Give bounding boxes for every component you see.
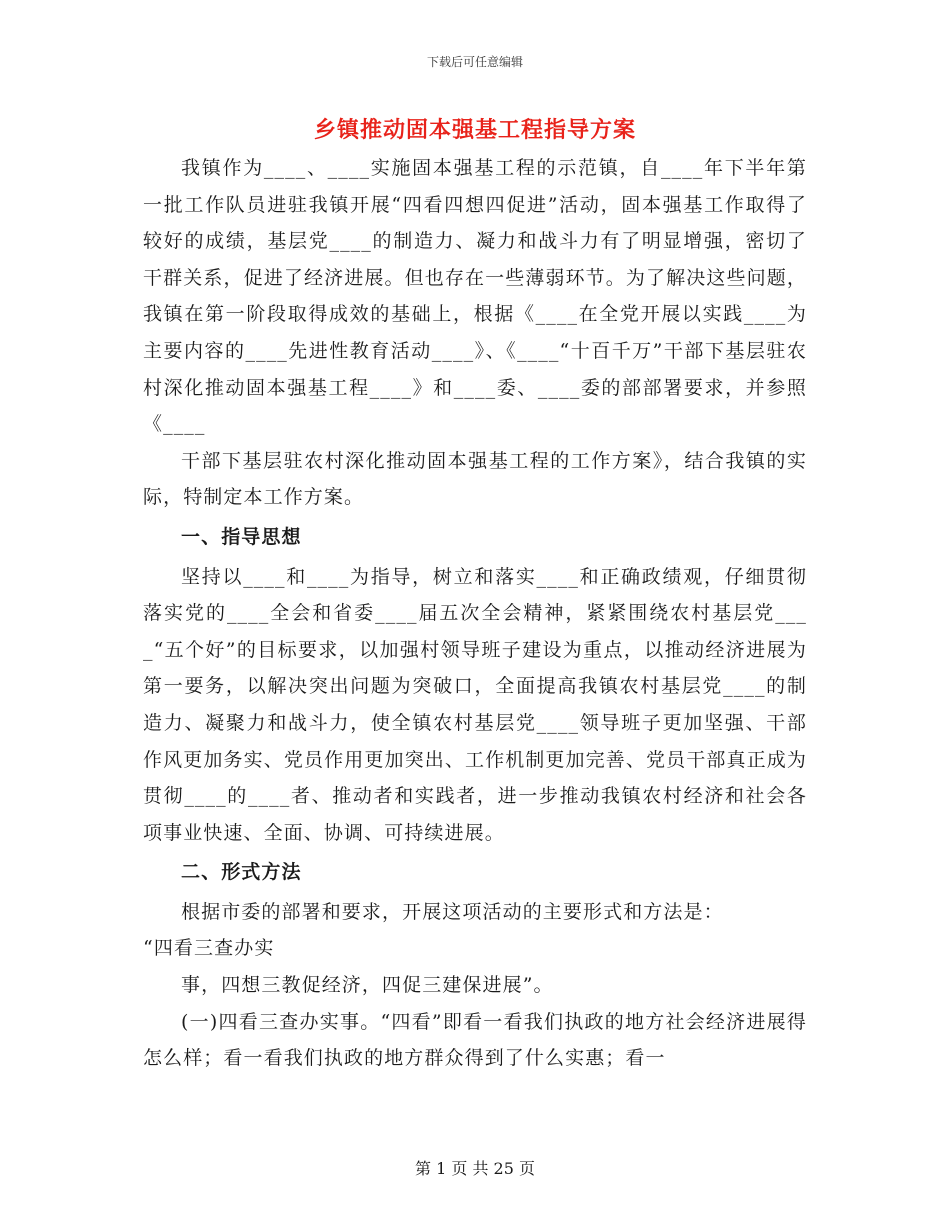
page-footer: 第 1 页 共 25 页 bbox=[415, 1159, 535, 1178]
paragraph-intro-continued: 干部下基层驻农村深化推动固本强基工程的工作方案》，结合我镇的实际，特制定本工作方案。 bbox=[143, 449, 807, 509]
paragraph-methods-quote: “四看三查办实 bbox=[143, 937, 275, 960]
document-body bbox=[143, 150, 807, 1077]
paragraph-guiding-thought: 坚持以____和____为指导，树立和落实____和正确政绩观，仔细贯彻落实党的____全会和省委____届五次全会精神，紧紧围绕农村基层党____“五个好”的目标要求，以加强村领导班子建设为重点，以推动经济进展为第一要务，以解决突出问题为突破口，全面提高我镇农村基层党____的制造力、凝聚力和战斗力，使全镇农村基层党____领导班子更加坚强、干部作风更加务实、党员作用更加突出、工作机制更加完善、党员干部真正成为贯彻____的____者、推动者和实践者，进一步推动我镇农村经济和社会各项事业快速、全面、协调、可持续进展。 bbox=[143, 565, 807, 844]
paragraph-four-looks: (一)四看三查办实事。“四看”即看一看我们执政的地方社会经济进展得怎么样；看一看我们执政的地方群众得到了什么实惠；看一 bbox=[143, 1010, 807, 1070]
header-note: 下载后可任意编辑 bbox=[426, 55, 523, 69]
paragraph-methods: 根据市委的部署和要求，开展这项活动的主要形式和方法是： bbox=[181, 900, 724, 923]
document-title: 乡镇推动固本强基工程指导方案 bbox=[313, 117, 636, 143]
paragraph-methods-quote-continued: 事，四想三教促经济，四促三建保进展”。 bbox=[181, 974, 554, 997]
section-heading-guiding-thought: 一、指导思想 bbox=[181, 525, 302, 548]
section-heading-methods: 二、形式方法 bbox=[181, 861, 302, 884]
paragraph-intro: 我镇作为____、____实施固本强基工程的示范镇，自____年下半年第一批工作队员进驻我镇开展“四看四想四促进”活动，固本强基工作取得了较好的成绩，基层党____的制造力、凝力和战斗力有了明显增强，密切了干群关系，促进了经济进展。但也存在一些薄弱环节。为了解决这些问题，我镇在第一阶段取得成效的基础上，根据《____在全党开展以实践____为主要内容的____先进性教育活动____》、《____“十百千万”干部下基层驻农村深化推动固本强基工程____》和____委、____委的部部署要求，并参照《____ bbox=[143, 157, 807, 436]
